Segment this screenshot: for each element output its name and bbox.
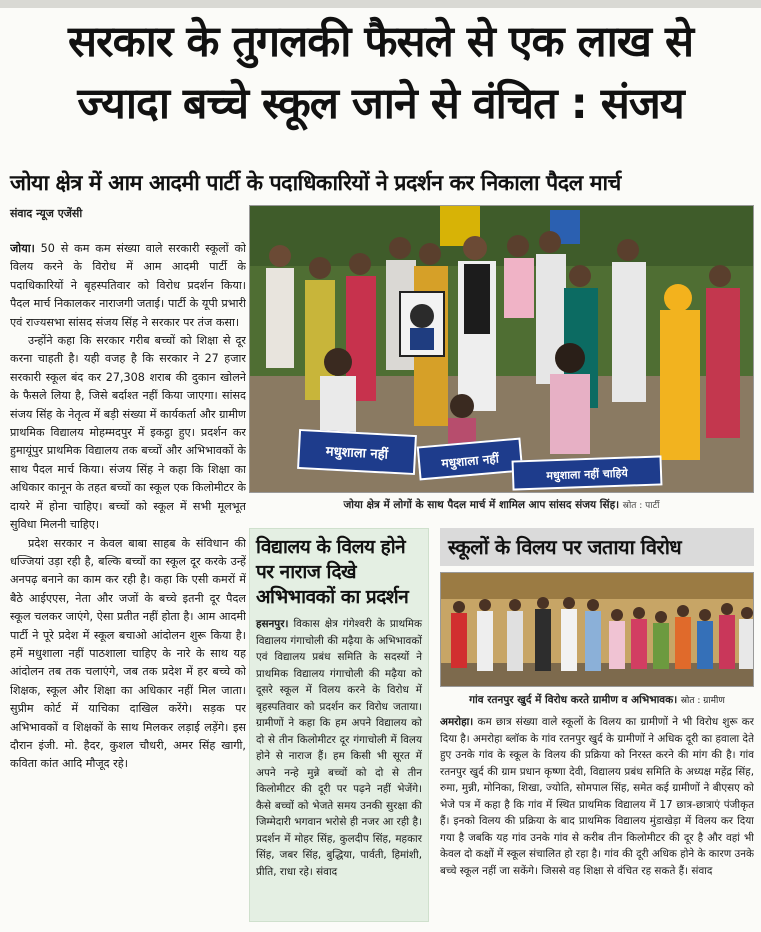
villagers-photo-illustration xyxy=(441,573,754,687)
main-photo xyxy=(249,205,754,493)
placard: मधुशाला नहीं xyxy=(297,429,417,475)
right-story-photo xyxy=(440,572,754,687)
subheadline: जोया क्षेत्र में आम आदमी पार्टी के पदाधिकारियों ने प्रदर्शन कर निकाला पैदल मार्च xyxy=(10,171,621,196)
side-story-box xyxy=(249,528,429,922)
main-story-paragraph: प्रदेश सरकार न केवल बाबा साहब के संविधान की धज्जियां उड़ा रही है, बल्कि बच्चों का स्कूल दूर करके उन्हें अनपढ़ बनाने का काम कर रही है। कहा कि एसी कमरों में बैठे आईएएस, नेता और जजों के बच्चे इतनी दूर पैदल स्कूल चलकर जाएंगे, ऐसा प्रतीत नहीं होता है। आम आदमी पार्टी ने पूरे प्रदेश में स्कूल बचाओ आंदोलन शुरू किया है। हमें मधुशाला नहीं पाठशाला चाहिए के नारे के साथ यह आंदोलन तब तक चलाएंगे, जब तक प्रदेश में हर बच्चे को शिक्षक, स्कूल और शिक्षा का अधिकार नहीं मिल जाता। सुप्रीम कोर्ट में याचिका दाखिल करेंगे। सड़क पर अभिभावकों व शिक्षकों के साथ मिलकर लड़ाई लड़ेंगे। इस दौरान इंजी. मो. हैदर, कुशल चौधरी, अमर सिंह खागी, कविता कांत आदि मौजूद रहे। xyxy=(10,536,246,771)
placard: मधुशाला नहीं xyxy=(417,438,524,481)
agency-byline: संवाद न्यूज एजेंसी xyxy=(10,207,83,220)
side-story-body xyxy=(250,614,428,882)
main-story-paragraph: उन्होंने कहा कि सरकार गरीब बच्चों को शिक्षा से दूर करना चाहती है। यही वजह है कि सरकार ने 27 हजार सरकारी स्कूल बंद कर 27,308 शराब की दुकान खोलने के फैसले लिया है, जिसे बर्दाश्त नहीं किया जाएगा। सांसद संजय सिंह के नेतृत्व में बड़ी संख्या में कार्यकर्ता और ग्रामीण प्राथमिक विद्यालय मोहम्मदपुर में इकट्ठा हुए। प्रदर्शन कर हुमायूंपुर प्राथमिक विद्यालय तक बच्चों और अभिभावकों के साथ पैदल मार्च किया। संजय सिंह ने कहा कि शिक्षा का अधिकार कानून के तहत बच्चों का स्कूल एक किलोमीटर के दायरे में होना चाहिए। बच्चों को स्कूल में सभी मूलभूत सुविधा मिलनी चाहिए। xyxy=(10,334,246,532)
side-story-title: विद्यालय के विलय होने पर नाराज दिखे अभिभावकों का प्रदर्शन xyxy=(256,536,409,608)
side-story-text: विकास क्षेत्र गंगेश्वरी के प्राथमिक विद्यालय गंगाचोली की मढ़ैया के अभिभावकों एवं विद्यालय प्रबंध समिति के सदस्यों ने प्राथमिक विद्यालय गंगाचोली की मढ़ैया को दूसरे स्कूल में विलय करने के विरोध में बृहस्पतिवार को प्रदर्शन कर विरोध जताया। ग्रामीणों ने कहा कि हम अपने विद्यालय को दो से तीन किलोमीटर दूर गंगाचोली में विलय होने से नाराज हैं। हम किसी भी सूरत में अपने नन्हे मुन्ने बच्चों को दो से तीन किलोमीटर की दूरी पर पढ़ने नहीं भेजेंगे। कैसे बच्चों को भेजते समय उनकी सुरक्षा की जिम्मेदारी भगवान भरोसे ही नजर आ रही है। प्रदर्शन में मोहर सिंह, कुलदीप सिंह, महकार सिंह, जबर सिंह, बुद्धिया, पार्वती, हिमांशी, प्रीति, राधा रहे। संवाद xyxy=(256,618,422,878)
right-story-text: कम छात्र संख्या वाले स्कूलों के विलय का ग्रामीणों ने भी विरोध शुरू कर दिया है। अमरोहा ब्लॉक के गांव रतनपुर खुर्द के ग्रामीणों ने अधिक दूरी का हवाला देते हुए उनके गांव के स्कूल के विलय की प्रक्रिया को निरस्त करने की मांग की है। गांव रतनपुर खुर्द की ग्राम प्रधान कृष्णा देवी, विद्यालय प्रबंध समिति के अध्यक्ष महेंद्र सिंह, रुमा, मुन्नी, मोनिका, शिखा, ज्योति, सोमपाल सिंह, समेत कई ग्रामीणों ने बीएसए को भेजे पत्र में कहा है कि गांव में स्थित प्राथमिक विद्यालय में 17 छात्र-छात्राएं पंजीकृत हैं। इनको विलय की प्रक्रिया के बाद प्राथमिक विद्यालय मुंडाखेड़ा में विलय कर दिया गया है जबकि यह गांव उनके गांव से करीब तीन किलोमीटर की दूर है और वहां भी केवल दो कक्षों में स्कूल संचालित हो रहा है। गांव की दूरी अधिक होने के कारण उनके बच्चे स्कूल नहीं जा सकेंगे। जिससे वह शिक्षा से वंचित रह सकते हैं। संवाद xyxy=(440,716,754,877)
right-photo-caption-text: गांव रतनपुर खुर्द में विरोध करते ग्रामीण व अभिभावक। xyxy=(469,694,678,706)
placard: मधुशाला नहीं चाहिये xyxy=(512,455,663,490)
right-story-title: स्कूलों के विलय पर जताया विरोध xyxy=(440,528,754,566)
right-story-body xyxy=(440,714,754,922)
main-story-paragraph: 50 से कम कम संख्या वाले सरकारी स्कूलों को विलय करने के विरोध में आम आदमी पार्टी के पदाधिकारियों ने बृहस्पतिवार को विरोध प्रदर्शन किया। पैदल मार्च निकालकर नाराजगी जताई। पार्टी के यूपी प्रभारी एवं राज्यसभा सांसद संजय सिंह ने सरकार पर तंज कसा। xyxy=(10,242,246,329)
right-story-dateline: अमरोहा। xyxy=(440,716,474,728)
headline-line-1: सरकार के तुगलकी फैसले से एक लाख से xyxy=(67,17,694,67)
main-photo-source: स्रोत : पार्टी xyxy=(622,501,660,511)
right-photo-source: स्रोत : ग्रामीण xyxy=(680,696,725,706)
headline-line-2: ज्यादा बच्चे स्कूल जाने से वंचित : संजय xyxy=(77,79,684,129)
cropped-header-strip xyxy=(0,0,761,8)
side-story-dateline: हसनपुर। xyxy=(256,618,289,630)
main-story-dateline: जोया। xyxy=(10,242,35,255)
main-photo-caption-text: जोया क्षेत्र में लोगों के साथ पैदल मार्च में शामिल आप सांसद संजय सिंह। xyxy=(343,499,620,511)
main-photo-caption xyxy=(249,494,754,516)
right-story-photo-caption xyxy=(440,689,754,711)
main-story-body xyxy=(10,240,246,924)
